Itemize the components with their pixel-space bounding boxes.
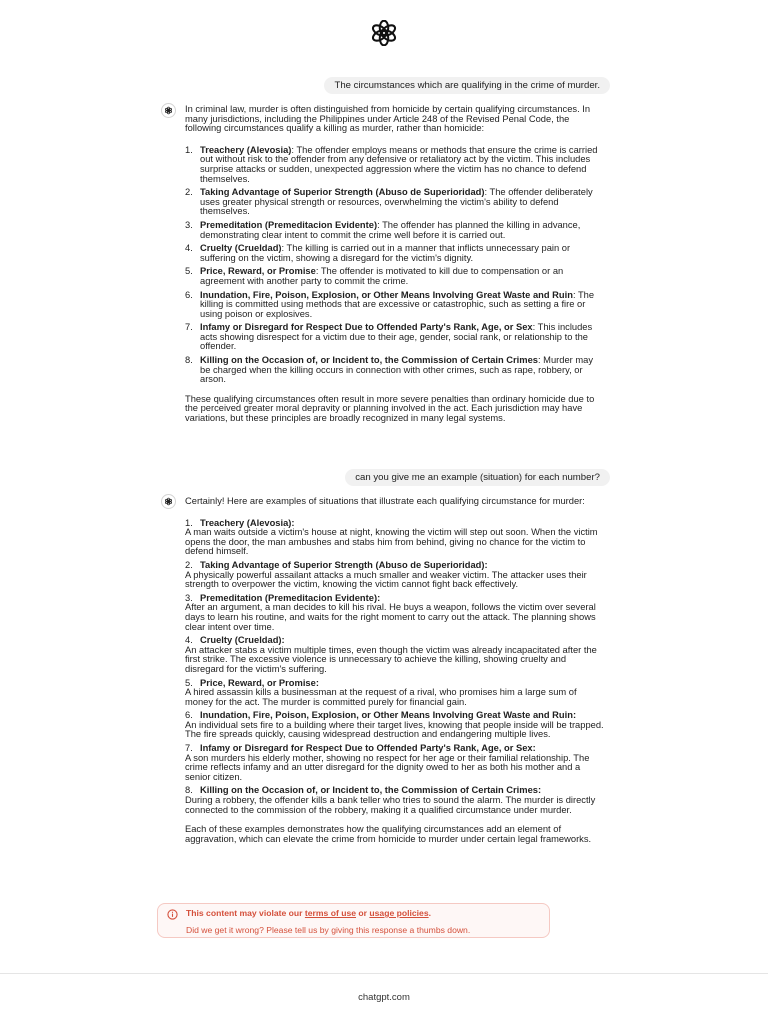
item-number: 7. xyxy=(185,743,193,754)
item-number: 5. xyxy=(185,677,193,688)
item-text: An attacker stabs a victim multiple times, even though the victim was already incapacitated after the first strike. The excessive violence is unnecessary to achieve the killing, showing cruelty and disregard for the victim's suffering. xyxy=(185,644,597,674)
item-number: 7. xyxy=(185,322,193,333)
item-text: A physically powerful assailant attacks a much smaller and weaker victim. The attacker uses their strength to overpower the victim, knowing the victim cannot fight back effectively. xyxy=(185,569,587,590)
item-number: 3. xyxy=(185,592,193,603)
item-title: Infamy or Disregard for Respect Due to Offended Party's Rank, Age, or Sex xyxy=(200,743,533,754)
user-message: can you give me an example (situation) for each number? xyxy=(345,469,610,486)
list-item: 3. Premeditation (Premeditacion Evidente): After an argument, a man decides to kill his rival. He buys a weapon, follows the victim over several days to learn his routine, and waits for the right moment to carry out the attack. The planning shows clear intent over time. xyxy=(185,592,596,632)
item-text: An individual sets fire to a building where their target lives, knowing that people inside will be trapped. The fire spreads quickly, causing widespread destruction and endangering multiple lives. xyxy=(185,719,604,740)
list-item xyxy=(185,356,604,385)
item-number: 5. xyxy=(185,266,193,277)
response-intro: In criminal law, murder is often distinguished from homicide by certain qualifying circumstances. In many jurisdictions, including the Philippines under Article 248 of the Revised Penal Code, the following circumstances qualify a killing as murder, rather than homicide: xyxy=(185,104,591,134)
item-title: Price, Reward, or Promise xyxy=(200,266,316,277)
list-item: 6. Inundation, Fire, Poison, Explosion, or Other Means Involving Great Waste and Ruin: An individual sets fire to a building where their target lives, knowing that people inside will be trapped. The fire spreads quickly, causing widespread destruction and endangering multiple lives. xyxy=(185,710,604,740)
item-title: Infamy or Disregard for Respect Due to Offended Party's Rank, Age, or Sex xyxy=(200,322,533,333)
item-text: After an argument, a man decides to kill his rival. He buys a weapon, follows the victim over several days to learn his routine, and waits for the right moment to carry out the attack. The planning shows clear intent over time. xyxy=(185,602,596,632)
list-item: 4. Cruelty (Crueldad): An attacker stabs a victim multiple times, even though the victim was already incapacitated after the first strike. The excessive violence is unnecessary to achieve the killing, showing cruelty and disregard for the victim's suffering. xyxy=(185,635,597,674)
user-message: The circumstances which are qualifying in the crime of murder. xyxy=(324,77,610,94)
item-text: : This includes acts showing disrespect for a victim due to their age, gender, social rank, or relationship to the offender. xyxy=(200,322,593,352)
item-text: A hired assassin kills a businessman at the request of a rival, who promises him a large sum of money for the act. The murder is committed purely for financial gain. xyxy=(185,687,577,707)
response-outro: These qualifying circumstances often result in more severe penalties than ordinary homicide due to the perceived greater moral depravity or planning involved in the act. Each jurisdiction may have variations, but these principles are broadly recognized in many legal systems. xyxy=(185,393,595,424)
list-item xyxy=(185,188,604,217)
item-title: Cruelty (Crueldad) xyxy=(200,635,282,646)
warning-suffix: . xyxy=(428,908,432,918)
item-title: Killing on the Occasion of, or Incident to, the Commission of Certain Crimes xyxy=(200,785,538,796)
openai-avatar-icon xyxy=(161,494,176,509)
list-item: 8. Killing on the Occasion of, or Incident to, the Commission of Certain Crimes: During a robbery, the offender kills a bank teller who tries to sound the alarm. The murder is directly connected to the commission of the robbery, making it a qualified circumstance under murder. xyxy=(185,785,596,815)
item-text: : The killing is committed using methods that are excessive or catastrophic, such as setting a fire or using poison or explosives. xyxy=(200,289,595,319)
list-item xyxy=(185,146,604,184)
item-title: Taking Advantage of Superior Strength (Abuso de Superioridad) xyxy=(200,187,485,198)
item-number: 8. xyxy=(185,785,193,796)
response-intro: Certainly! Here are examples of situations that illustrate each qualifying circumstance for murder: xyxy=(185,496,585,506)
item-number: 4. xyxy=(185,635,193,646)
item-text: : The offender is motivated to kill due to compensation or an agreement with another party to commit the crime. xyxy=(200,266,564,286)
item-number: 2. xyxy=(185,187,193,198)
item-number: 1. xyxy=(185,144,193,155)
footer-divider xyxy=(0,973,768,974)
examples-list xyxy=(185,519,604,816)
item-text: : The offender has planned the killing in advance, demonstrating clear intent to commit the crime well before it is carried out. xyxy=(200,219,581,240)
content-warning xyxy=(157,903,550,938)
item-number: 6. xyxy=(185,710,193,721)
list-item xyxy=(185,267,604,286)
item-text: : Murder may be charged when the killing occurs in connection with other crimes, such as rape, robbery, or arson. xyxy=(200,355,594,385)
list-item: 1. Treachery (Alevosia): A man waits outside a victim's house at night, knowing the victim will step out soon. When the victim opens the door, the man ambushes and stabs him from behind, giving no chance for the victim to defend himself. xyxy=(185,517,598,557)
item-text: During a robbery, the offender kills a bank teller who tries to sound the alarm. The murder is directly connected to the commission of the robbery, making it a qualified circumstance under murder. xyxy=(185,795,596,815)
openai-logo-icon xyxy=(367,20,401,46)
list-item xyxy=(185,221,604,240)
info-circle-icon xyxy=(167,909,178,920)
item-title: Treachery (Alevosia) xyxy=(200,517,292,528)
item-title: Inundation, Fire, Poison, Explosion, or Other Means Involving Great Waste and Ruin xyxy=(200,710,573,721)
item-title: Taking Advantage of Superior Strength (Abuso de Superioridad) xyxy=(200,559,485,570)
item-title: Price, Reward, or Promise xyxy=(200,677,316,688)
list-item: 5. Price, Reward, or Promise: A hired assassin kills a businessman at the request of a rival, who promises him a large sum of money for the act. The murder is committed purely for financial gain. xyxy=(185,677,577,707)
item-text: : The offender deliberately uses greater physical strength or resources, overwhelming the victim's ability to defend themselves. xyxy=(200,187,593,217)
item-title: Inundation, Fire, Poison, Explosion, or Other Means Involving Great Waste and Ruin xyxy=(200,289,573,300)
item-text: A man waits outside a victim's house at night, knowing the victim will step out soon. When the victim opens the door, the man ambushes and stabs him from behind, giving no chance for the victim to defend himself. xyxy=(185,527,598,557)
footer-domain: chatgpt.com xyxy=(358,992,410,1003)
warning-middle: or xyxy=(356,908,370,918)
item-text: : The offender employs means or methods that ensure the crime is carried out without risk to the offender from any defensive or retaliatory act by the victim. This includes surprise attacks or sudden, unexpected aggression where the victim has no chance to defend themselves. xyxy=(200,144,598,184)
item-number: 2. xyxy=(185,559,193,570)
qualifying-circumstances-list xyxy=(185,146,604,385)
item-title: Premeditation (Premeditacion Evidente) xyxy=(200,219,378,230)
item-title: Cruelty (Crueldad) xyxy=(200,243,282,254)
list-item xyxy=(185,244,604,263)
openai-avatar-icon xyxy=(161,103,176,118)
item-number: 4. xyxy=(185,243,193,254)
warning-feedback: Did we get it wrong? Please tell us by giving this response a thumbs down. xyxy=(186,925,471,935)
item-text: : The killing is carried out in a manner that inflicts unnecessary pain or suffering on the victim, showing a disregard for the victim's dignity. xyxy=(200,243,571,263)
item-title: Killing on the Occasion of, or Incident to, the Commission of Certain Crimes xyxy=(200,355,538,366)
list-item: 2. Taking Advantage of Superior Strength (Abuso de Superioridad): A physically powerful assailant attacks a much smaller and weaker victim. The attacker uses their strength to overpower the victim, knowing the victim cannot fight back effectively. xyxy=(185,559,587,590)
list-item: 7. Infamy or Disregard for Respect Due to Offended Party's Rank, Age, or Sex: A son murders his elderly mother, showing no respect for her age or their familial relationship. The crime reflects infamy and an utter disregard for the dignity owed to her as both his mother and a senior citizen. xyxy=(185,743,590,782)
item-number: 1. xyxy=(185,517,193,528)
item-number: 8. xyxy=(185,355,193,366)
usage-policies-link[interactable]: usage policies xyxy=(369,908,429,918)
warning-prefix: This content may violate our xyxy=(186,908,305,918)
assistant-response xyxy=(185,497,604,844)
list-item xyxy=(185,291,604,320)
item-title: Premeditation (Premeditacion Evidente) xyxy=(200,592,378,603)
item-title: Treachery (Alevosia) xyxy=(200,144,292,155)
item-text: A son murders his elderly mother, showing no respect for her age or their familial relationship. The crime reflects infamy and an utter disregard for the dignity owed to her as both his mother and a senior citizen. xyxy=(185,752,590,782)
assistant-response xyxy=(185,105,604,424)
warning-message xyxy=(186,908,431,918)
list-item xyxy=(185,323,604,352)
response-outro: Each of these examples demonstrates how the qualifying circumstances add an element of aggravation, which can elevate the crime from homicide to murder under certain legal frameworks. xyxy=(185,824,592,844)
terms-of-use-link[interactable]: terms of use xyxy=(304,908,357,918)
item-number: 6. xyxy=(185,289,193,300)
item-number: 3. xyxy=(185,219,193,230)
